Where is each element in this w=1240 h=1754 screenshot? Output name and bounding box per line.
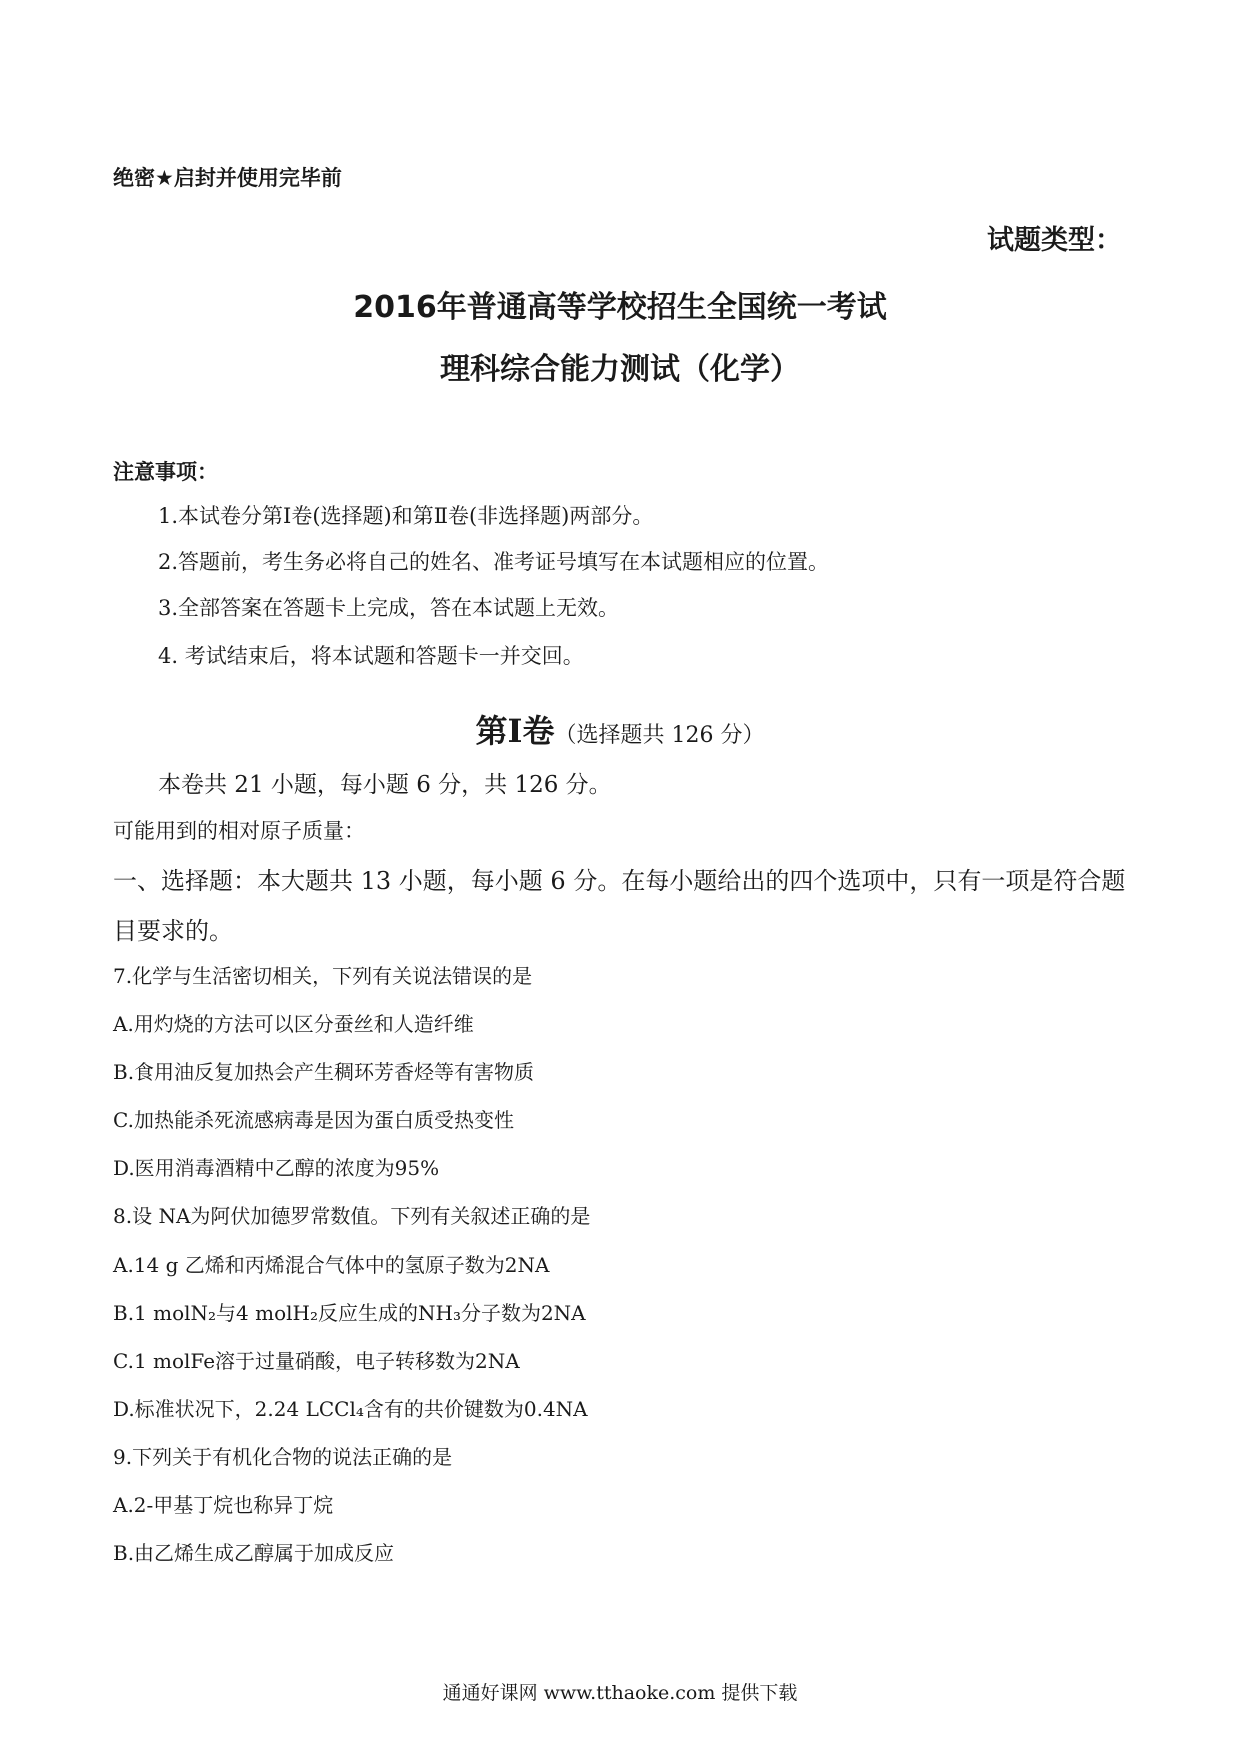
confidential-label: 绝密★启封并使用完毕前 — [113, 166, 342, 190]
section-intro: 一、选择题：本大题共 13 小题，每小题 6 分。在每小题给出的四个选项中，只有一项是符合题目要求的。 — [113, 867, 1126, 945]
answer-option: A.2-甲基丁烷也称异丁烷 — [113, 1493, 334, 1517]
footer-download-note: 通通好课网 www.tthaoke.com 提供下载 — [442, 1682, 798, 1704]
answer-option: D.医用消毒酒精中乙醇的浓度为95% — [113, 1156, 440, 1180]
answer-option: A.14 g 乙烯和丙烯混合气体中的氢原子数为2NA — [113, 1253, 550, 1277]
answer-option: B.食用油反复加热会产生稠环芳香烃等有害物质 — [113, 1060, 535, 1084]
notice-item: 1.本试卷分第Ⅰ卷(选择题)和第Ⅱ卷(非选择题)两部分。 — [158, 504, 654, 528]
part-heading-note: （选择题共 126 分） — [554, 723, 765, 748]
exam-subtitle: 理科综合能力测试（化学） — [440, 352, 800, 387]
notice-item: 4. 考试结束后，将本试题和答题卡一并交回。 — [158, 644, 584, 668]
exam-title: 2016年普通高等学校招生全国统一考试 — [353, 290, 887, 325]
answer-option: D.标准状况下，2.24 LCCl₄含有的共价键数为0.4NA — [113, 1397, 588, 1421]
answer-option: A.用灼烧的方法可以区分蚕丝和人造纤维 — [113, 1012, 474, 1036]
answer-option: C.加热能杀死流感病毒是因为蛋白质受热变性 — [113, 1108, 514, 1132]
question-stem: 7.化学与生活密切相关，下列有关说法错误的是 — [113, 964, 533, 988]
part-heading — [0, 706, 1240, 752]
part-heading-title: 第Ⅰ卷 — [475, 712, 555, 750]
notice-item: 2.答题前，考生务必将自己的姓名、准考证号填写在本试题相应的位置。 — [158, 550, 830, 574]
notice-heading: 注意事项： — [113, 460, 218, 484]
answer-option: B.由乙烯生成乙醇属于加成反应 — [113, 1541, 395, 1565]
part-description: 本卷共 21 小题，每小题 6 分，共 126 分。 — [158, 772, 612, 798]
notice-item: 3.全部答案在答题卡上完成，答在本试题上无效。 — [158, 596, 620, 620]
answer-option: C.1 molFe溶于过量硝酸，电子转移数为2NA — [113, 1349, 520, 1373]
question-stem: 9.下列关于有机化合物的说法正确的是 — [113, 1445, 453, 1469]
question-stem: 8.设 NA为阿伏加德罗常数值。下列有关叙述正确的是 — [113, 1204, 591, 1228]
question-type-label: 试题类型： — [987, 225, 1122, 256]
answer-option: B.1 molN₂与4 molH₂反应生成的NH₃分子数为2NA — [113, 1301, 586, 1325]
atomic-mass-note: 可能用到的相对原子质量： — [113, 819, 365, 843]
